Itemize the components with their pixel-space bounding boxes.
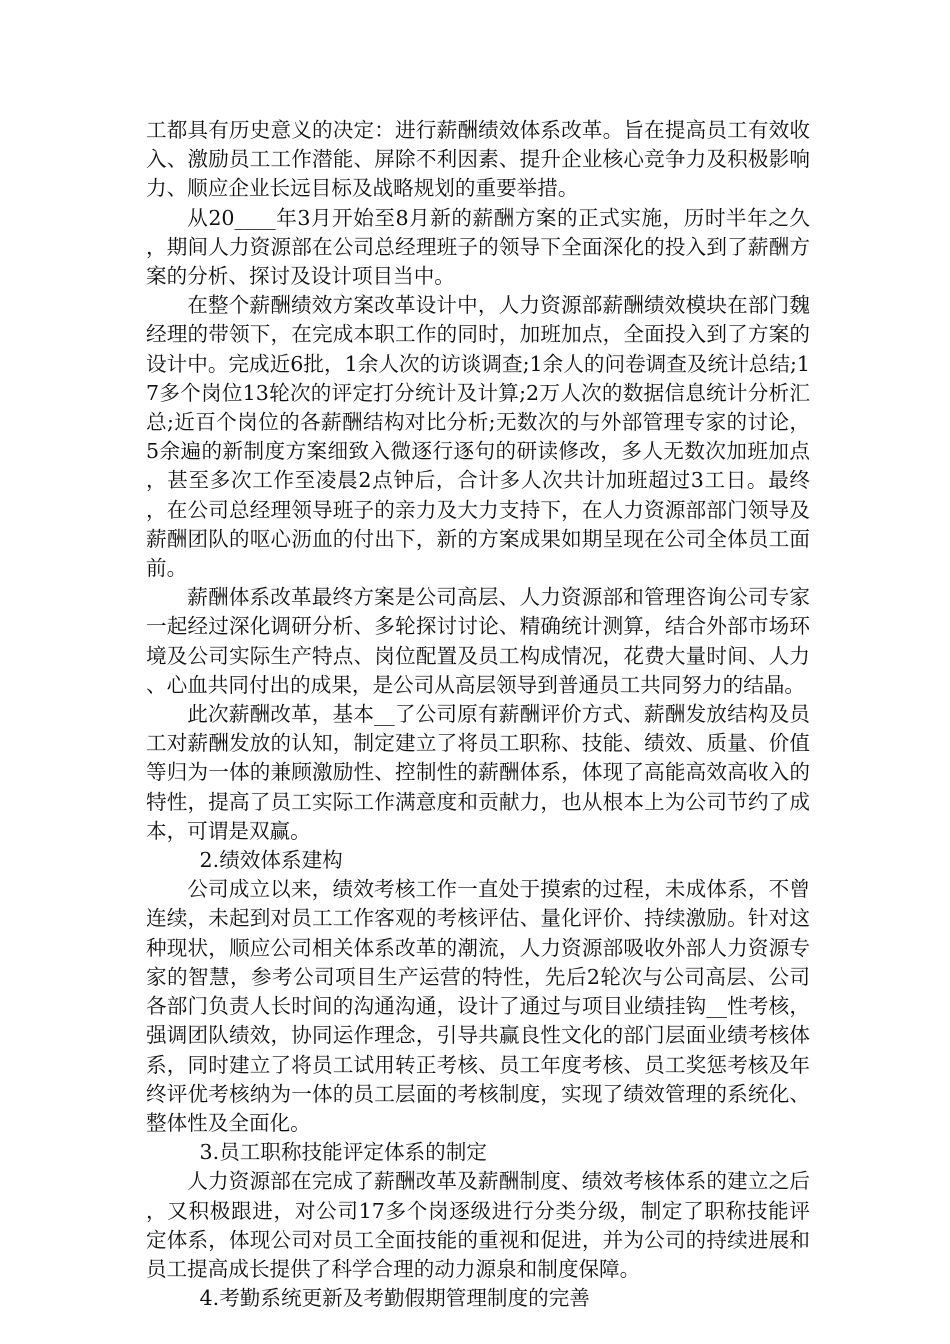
section-heading-title-skill: 3.员工职称技能评定体系的制定 <box>199 1140 487 1165</box>
paragraph-final-plan: 薪酬体系改革最终方案是公司高层、人力资源部和管理咨询公司专家一起经过深化调研分析、多轮探讨讨论、精确统计测算，结合外部市场环境及公司实际生产特点、岗位配置及员工构成情况，花费大量时间、人力、心血共同付出的成果，是公司从高层领导到普通员工共同努力的结晶。 <box>146 585 810 697</box>
paragraph-title-skill: 人力资源部在完成了薪酬改革及薪酬制度、绩效考核体系的建立之后，又积极跟进，对公司17多个岗逐级进行分类分级，制定了职称技能评定体系，体现公司对员工全面技能的重视和促进，并为公司的持续进展和员工提高成长提供了科学合理的动力源泉和制度保障。 <box>146 1169 810 1281</box>
paragraph-timeline: 从20____年3月开始至8月新的薪酬方案的正式实施，历时半年之久，期间人力资源部在公司总经理班子的领导下全面深化的投入到了薪酬方案的分析、探讨及设计项目当中。 <box>146 205 810 289</box>
section-heading-attendance: 4.考勤系统更新及考勤假期管理制度的完善 <box>199 1286 590 1311</box>
paragraph-reform-result: 此次薪酬改革，基本__了公司原有薪酬评价方式、薪酬发放结构及员工对薪酬发放的认知，制定建立了将员工职称、技能、绩效、质量、价值等归为一体的兼顾激励性、控制性的薪酬体系，体现了高能高效高收入的特性，提高了员工实际工作满意度和贡献力，也从根本上为公司节约了成本，可谓是双赢。 <box>146 702 810 843</box>
section-heading-performance: 2.绩效体系建构 <box>199 848 343 873</box>
paragraph-reform-decision: 工都具有历史意义的决定：进行薪酬绩效体系改革。旨在提高员工有效收入、激励员工工作潜能、屏除不利因素、提升企业核心竞争力及积极影响力、顺应企业长远目标及战略规划的重要举措。 <box>146 118 810 201</box>
paragraph-design-work: 在整个薪酬绩效方案改革设计中，人力资源部薪酬绩效模块在部门魏经理的带领下，在完成本职工作的同时，加班加点，全面投入到了方案的设计中。完成近6批，1余人次的访谈调查;1余人的问卷调查及统计总结;17多个岗位13轮次的评定打分统计及计算;2万人次的数据信息统计分析汇总;近百个岗位的各薪酬结构对比分析;无数次的与外部管理专家的讨论，5余遍的新制度方案细致入微逐行逐句的研读修改，多人无数次加班加点，甚至多次工作至凌晨2点钟后，合计多人次共计加班超过3工日。最终，在公司总经理领导班子的亲力及大力支持下，在人力资源部部门领导及薪酬团队的呕心沥血的付出下，新的方案成果如期呈现在公司全体员工面前。 <box>146 293 810 581</box>
document-body <box>146 116 810 1313</box>
paragraph-performance-system: 公司成立以来，绩效考核工作一直处于摸索的过程，未成体系，不曾连续，未起到对员工工作客观的考核评估、量化评价、持续激励。针对这种现状，顺应公司相关体系改革的潮流，人力资源部吸收外部人力资源专家的智慧，参考公司项目生产运营的特性，先后2轮次与公司高层、公司各部门负责人长时间的沟通沟通，设计了通过与项目业绩挂钩__性考核，强调团队绩效，协同运作理念，引导共赢良性文化的部门层面业绩考核体系，同时建立了将员工试用转正考核、员工年度考核、员工奖惩考核及年终评优考核纳为一体的员工层面的考核制度，实现了绩效管理的系统化、整体性及全面化。 <box>146 877 810 1135</box>
